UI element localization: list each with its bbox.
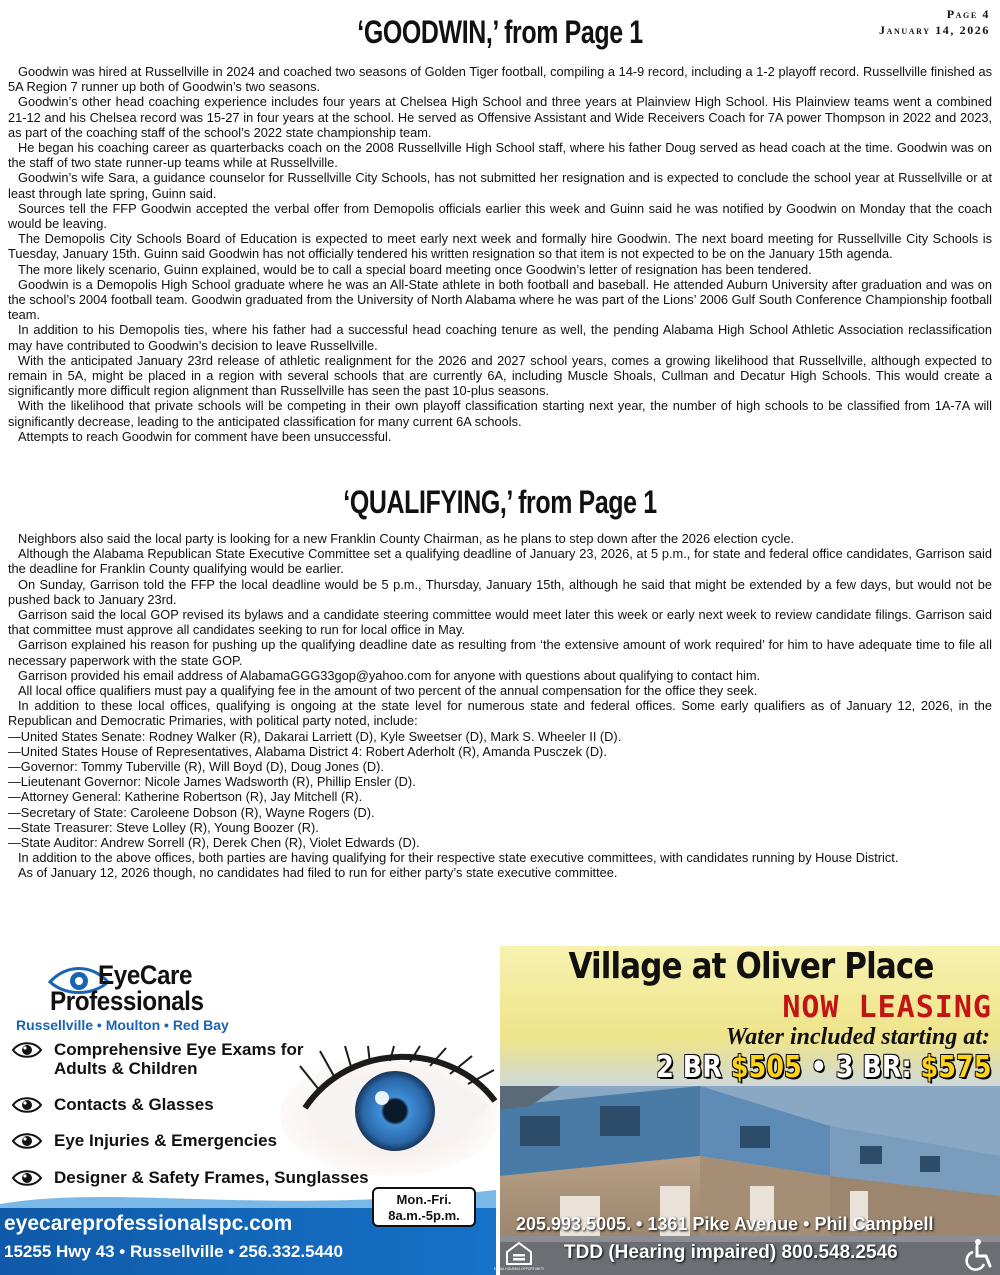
eye-bullet-icon	[12, 1041, 42, 1059]
article-headline-goodwin: ‘GOODWIN,’ from Page 1	[357, 14, 643, 50]
eyecare-ad	[0, 946, 496, 1275]
candidate-list-item: —United States House of Representatives, Alabama District 4: Robert Aderholt (R), Amanda Pusczek (D).	[8, 743, 607, 759]
candidate-list-item: —State Auditor: Andrew Sorrell (R), Derek Chen (R), Violet Edwards (D).	[8, 835, 420, 851]
service-label: Designer & Safety Frames, Sunglasses	[54, 1168, 369, 1187]
brand-name-line1: EyeCare	[98, 960, 193, 990]
equal-housing-icon	[493, 1242, 545, 1272]
service-label: Contacts & Glasses	[54, 1095, 214, 1114]
price-3br: $575	[921, 1050, 992, 1085]
issue-date: January 14, 2026	[879, 23, 990, 38]
eye-bullet-icon	[12, 1096, 42, 1114]
wheelchair-icon	[964, 1238, 994, 1270]
paragraph: He began his coaching career as quarterbacks coach on the 2008 Russellville High School staff, where his father Doug served as head coach at the time. Goodwin was on the staff of two state runner-up teams while at Russellville.	[8, 140, 992, 171]
page-header	[879, 6, 990, 38]
paragraph: In addition to his Demopolis ties, where his father had a successful head coaching tenure as well, the pending Alabama High School Athletic Association reclassification may have contributed to Goodwin’s decision to leave Russellville.	[8, 322, 992, 353]
price-3br-label: • 3 BR:	[802, 1050, 922, 1085]
service-item	[12, 1095, 214, 1114]
article-body-goodwin	[8, 64, 992, 444]
article-body-qualifying	[8, 531, 992, 881]
candidate-list-item: —Governor: Tommy Tuberville (R), Will Boyd (D), Doug Jones (D).	[8, 759, 384, 775]
paragraph: Garrison said the local GOP revised its bylaws and a candidate steering committee would meet later this week or early next week to review candidate filings. Garrison said that committee must approve all candidates seeking to run for local office in May.	[8, 607, 992, 638]
brand-name-line2: Professionals	[50, 986, 204, 1016]
eye-bullet-icon	[12, 1132, 42, 1150]
candidate-list-item: —State Treasurer: Steve Lolley (R), Young Boozer (R).	[8, 819, 319, 835]
paragraph: On Sunday, Garrison told the FFP the local deadline would be 5 p.m., Thursday, January 15th, although he said that might be extended by a few days, but would not be pushed back to January 23rd.	[8, 576, 992, 607]
paragraph: Goodwin was hired at Russellville in 2024 and coached two seasons of Golden Tiger football, compiling a 14-9 record, including a 1-2 playoff record. Russellville finished as 5A Region 7 runner up both of Goodwin’s two seasons.	[8, 64, 992, 95]
village-contact: 205.993.5005. • 1361 Pike Avenue • Phil Campbell	[516, 1214, 934, 1234]
service-label: Eye Injuries & Emergencies	[54, 1131, 277, 1150]
paragraph: Although the Alabama Republican State Executive Committee set a qualifying deadline of January 23, 2026, at 5 p.m., for state and federal office candidates, Garrison said the deadline for Franklin County qualifying would be earlier.	[8, 546, 992, 577]
hours-times: 8a.m.-5p.m.	[388, 1208, 460, 1223]
water-included: Water included starting at:	[725, 1024, 990, 1050]
service-label: Comprehensive Eye Exams for Adults & Children	[54, 1040, 304, 1078]
paragraph: With the likelihood that private schools will be competing in their own playoff classification starting next year, the number of high schools to be classified from 1A-7A will significantly decrease, leading to the anticipated classification for many current 6A schools.	[8, 398, 992, 429]
article-headline-qualifying: ‘QUALIFYING,’ from Page 1	[343, 484, 657, 520]
price-line	[657, 1050, 992, 1085]
service-item	[12, 1131, 277, 1150]
paragraph: Goodwin is a Demopolis High School graduate where he was an All-State athlete in both football and baseball. He attended Auburn University after graduation and was on the school’s 2004 football team. Goodwin graduated from the University of North Alabama where he was part of the Lions’ 2006 Gulf South Conference Championship football team.	[8, 276, 992, 323]
paragraph: Attempts to reach Goodwin for comment have been unsuccessful.	[18, 428, 392, 444]
website-link[interactable]: eyecareprofessionalspc.com	[4, 1212, 293, 1235]
paragraph: Garrison explained his reason for pushing up the qualifying deadline date as resulting from ‘the extensive amount of work required’ for him to have adequate time to file all necessary paperwork with the state GOP.	[8, 637, 992, 668]
village-tdd: TDD (Hearing impaired) 800.548.2546	[564, 1242, 898, 1263]
hours-days: Mon.-Fri.	[396, 1192, 452, 1207]
paragraph: The more likely scenario, Guinn explained, would be to call a special board meeting once Goodwin’s letter of resignation has been tendered.	[18, 261, 812, 277]
paragraph: Sources tell the FFP Goodwin accepted the verbal offer from Demopolis officials earlier this week and Guinn said he was notified by Goodwin on Monday that the coach would be leaving.	[8, 200, 992, 232]
candidate-list-item: —United States Senate: Rodney Walker (R), Dakarai Larriett (D), Kyle Sweetser (D), Mark S. Wheeler II (D).	[8, 728, 622, 744]
paragraph: In addition to the above offices, both parties are having qualifying for their respective state executive committees, with candidates running by House District.	[18, 850, 899, 866]
candidate-list-item: —Lieutenant Governor: Nicole James Wadsworth (R), Phillip Ensler (D).	[8, 774, 416, 790]
paragraph: Goodwin’s other head coaching experience includes four years at Chelsea High School and three years at Plainview High School. His Plainview teams went a combined 21-12 and his Chelsea record was 15-27 in four years at the school. He served as Offensive Assistant and Wide Receivers Coach for 7A power Thompson in 2022 and 2023, as part of the coaching staff of the school’s 2022 state championship team.	[8, 94, 992, 140]
page-number: Page 4	[946, 7, 990, 21]
paragraph: Goodwin’s wife Sara, a guidance counselor for Russellville City Schools, has not submitted her resignation and is expected to conclude the school year at Russellville or at least through late spring, Guinn said.	[8, 170, 992, 201]
price-2br: $505	[731, 1050, 803, 1085]
paragraph: The Demopolis City Schools Board of Education is expected to meet early next week and formally hire Goodwin. The next board meeting for Russellville City Schools is Tuesday, January 15th. Guinn said Goodwin has not officially tendered his written resignation so that item is not expected to be on the January 15th agenda.	[8, 231, 992, 262]
paragraph: In addition to these local offices, qualifying is ongoing at the state level for numerous state and federal offices. Some early qualifiers as of January 12, 2026, in the Republican and Democratic Primaries, with political party noted, include:	[8, 698, 992, 729]
equal-housing-text: EQUAL HOUSING OPPORTUNITY	[493, 1267, 545, 1271]
village-ad	[493, 946, 1000, 1275]
eye-photo-icon	[290, 1046, 500, 1176]
paragraph: Neighbors also said the local party is looking for a new Franklin County Chairman, as he plans to step down after the 2026 election cycle.	[18, 531, 795, 546]
paragraph: As of January 12, 2026 though, no candidates had filed to run for either party’s state executive committee.	[18, 865, 618, 881]
price-2br-label: 2 BR	[656, 1050, 732, 1085]
paragraph: With the anticipated January 23rd release of athletic realignment for the 2026 and 2027 school years, comes a growing likelihood that Russellville, although expected to remain in 5A, might be placed in a region with several schools that are currently 6A, including Muscle Shoals, Cullman and Decatur High Schools. This would create a significantly more difficult region alignment than Russellville has seen the past 10-plus seasons.	[8, 352, 992, 399]
service-item	[12, 1040, 314, 1078]
address-phone: 15255 Hwy 43 • Russellville • 256.332.5440	[4, 1242, 343, 1261]
village-title: Village at Oliver Place	[568, 946, 934, 987]
candidate-list-item: —Attorney General: Katherine Robertson (R), Jay Mitchell (R).	[8, 789, 363, 805]
paragraph: All local office qualifiers must pay a qualifying fee in the amount of two percent of the annual compensation for the office they seek.	[18, 683, 758, 699]
now-leasing: NOW LEASING	[782, 990, 992, 1025]
candidate-list-item: —Secretary of State: Caroleene Dobson (R), Wayne Rogers (D).	[8, 804, 375, 820]
office-towns: Russellville • Moulton • Red Bay	[16, 1017, 229, 1033]
office-hours	[372, 1187, 476, 1227]
paragraph: Garrison provided his email address of AlabamaGGG33gop@yahoo.com for anyone with questions about qualifying to contact him.	[18, 667, 761, 683]
